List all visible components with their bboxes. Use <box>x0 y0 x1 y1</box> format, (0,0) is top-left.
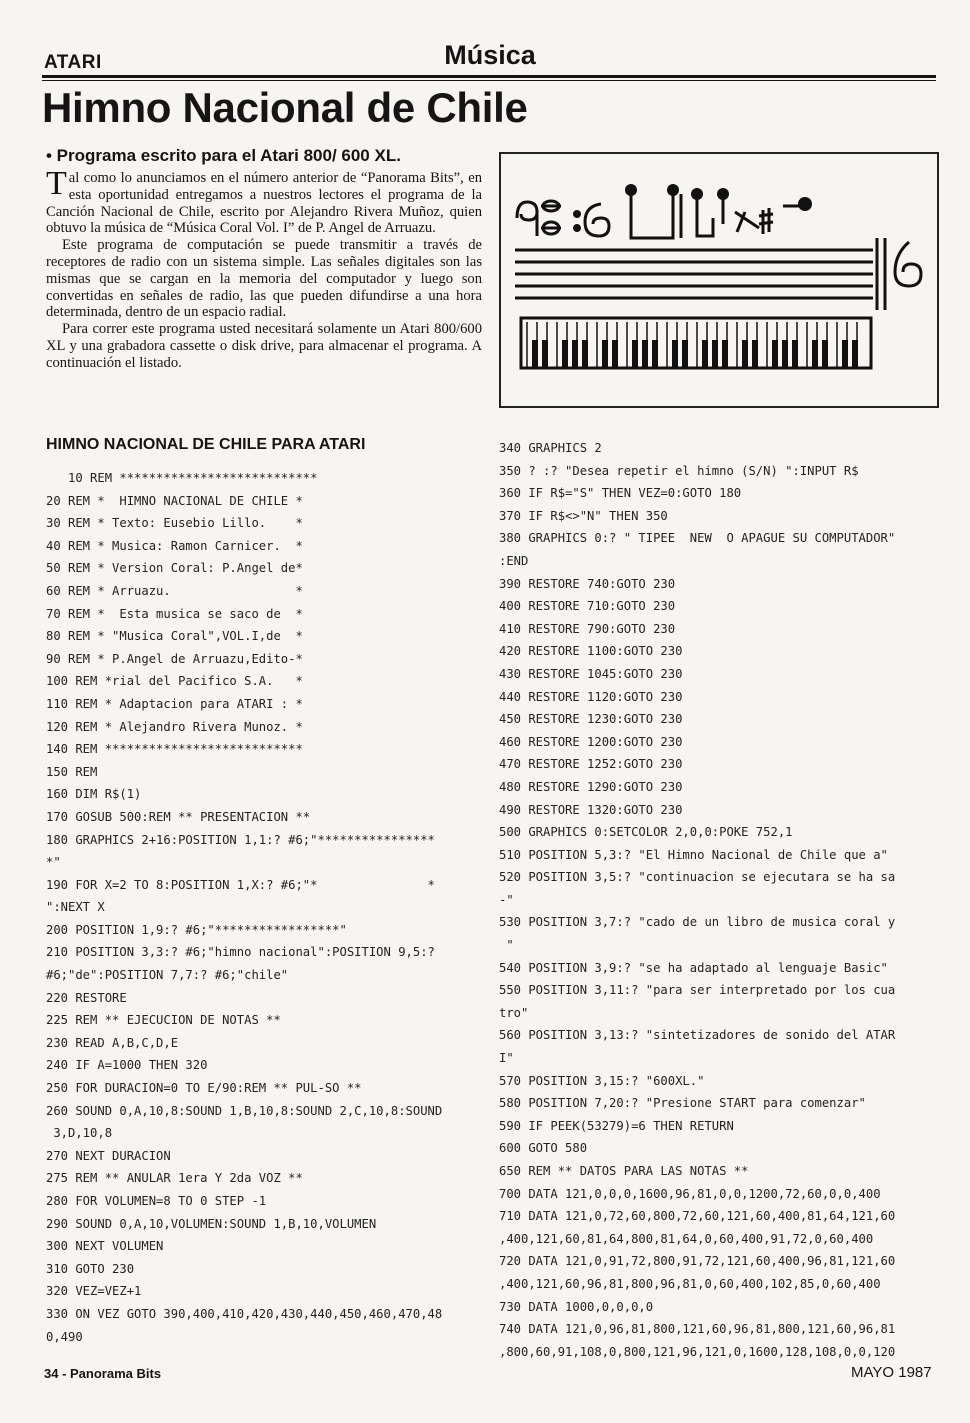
code-line: 730 DATA 1000,0,0,0,0 <box>499 1299 654 1314</box>
code-line: 650 REM ** DATOS PARA LAS NOTAS ** <box>499 1164 749 1178</box>
code-line: ":NEXT X <box>46 900 105 915</box>
category-heading: Música <box>444 40 536 70</box>
code-line: 20 REM * HIMNO NACIONAL DE CHILE * <box>46 493 303 508</box>
code-line: 320 VEZ=VEZ+1 <box>46 1284 142 1299</box>
code-line: I" <box>499 1051 514 1066</box>
code-line: 590 IF PEEK(53279)=6 THEN RETURN <box>499 1118 734 1133</box>
code-line: " <box>499 938 514 953</box>
code-line: 230 READ A,B,C,D,E <box>46 1035 179 1050</box>
code-line: 550 POSITION 3,11:? "para ser interpretado por los cua <box>499 983 896 998</box>
code-line: 0,490 <box>46 1329 83 1344</box>
code-line: 280 FOR VOLUMEN=8 TO 0 STEP -1 <box>46 1194 267 1208</box>
header-rule <box>42 75 936 78</box>
code-line: 330 ON VEZ GOTO 390,400,410,420,430,440,450,460,470,48 <box>46 1306 443 1321</box>
code-line: -" <box>499 892 514 907</box>
code-line: 310 GOTO 230 <box>46 1261 135 1276</box>
code-line: 430 RESTORE 1045:GOTO 230 <box>499 666 683 681</box>
code-line: tro" <box>499 1005 529 1020</box>
code-line: 530 POSITION 3,7:? "cado de un libro de musica coral y <box>499 915 896 930</box>
code-line: 510 POSITION 5,3:? "El Himno Nacional de Chile que a" <box>499 847 888 862</box>
code-line: 740 DATA 121,0,96,81,800,121,60,96,81,800,121,60,96,81 <box>499 1322 896 1337</box>
code-line: 260 SOUND 0,A,10,8:SOUND 1,B,10,8:SOUND 2,C,10,8:SOUND <box>46 1103 443 1118</box>
code-line: 110 REM * Adaptacion para ATARI : * <box>46 696 303 711</box>
code-line: 720 DATA 121,0,91,72,800,91,72,121,60,400,96,81,121,60 <box>499 1254 896 1269</box>
drop-cap: T <box>46 165 67 202</box>
section-label: ATARI <box>44 52 102 73</box>
code-line: ,800,60,91,108,0,800,121,96,121,0,1600,128,108,0,0,120 <box>499 1344 896 1359</box>
code-line: 380 GRAPHICS 0:? " TIPEE NEW O APAGUE SU COMPUTADOR" <box>499 531 896 546</box>
code-line: 275 REM ** ANULAR 1era Y 2da VOZ ** <box>46 1171 303 1186</box>
code-line: 250 FOR DURACION=0 TO E/90:REM ** PUL-SO ** <box>46 1081 362 1096</box>
code-line: ,400,121,60,96,81,800,96,81,0,60,400,102,85,0,60,400 <box>499 1276 881 1291</box>
paragraph-1: Tal como lo anunciamos en el número anterior de “Panorama Bits”, en esta oportunidad entregamos a nuestros lectores el programa de la Canción Nacional de Chile, escrito por Alejandro Rivera Muñoz, quien obtuvo la música de “Música Coral Vol. I” de P. Angel de Arruazu. <box>46 165 482 237</box>
code-line: 10 REM *************************** <box>46 471 318 485</box>
code-line: *" <box>46 855 61 870</box>
header-rule-thin <box>42 80 936 81</box>
code-line: 350 ? :? "Desea repetir el himno (S/N) ":INPUT R$ <box>499 463 859 478</box>
code-line: 540 POSITION 3,9:? "se ha adaptado al lenguaje Basic" <box>499 960 888 975</box>
code-line: 300 NEXT VOLUMEN <box>46 1239 164 1254</box>
code-line: 400 RESTORE 710:GOTO 230 <box>499 599 676 614</box>
code-line: 570 POSITION 3,15:? "600XL." <box>499 1073 705 1088</box>
code-line: 270 NEXT DURACION <box>46 1148 171 1163</box>
code-line: 150 REM <box>46 764 98 779</box>
page-footer-left: 34 - Panorama Bits <box>44 1366 162 1381</box>
code-line: 50 REM * Version Coral: P.Angel de* <box>46 561 303 576</box>
code-line: 240 IF A=1000 THEN 320 <box>46 1058 208 1073</box>
code-line: 70 REM * Esta musica se saco de * <box>46 606 303 621</box>
code-line: 490 RESTORE 1320:GOTO 230 <box>499 802 683 817</box>
code-line: 190 FOR X=2 TO 8:POSITION 1,X:? #6;"* * <box>46 877 435 892</box>
code-line: 410 RESTORE 790:GOTO 230 <box>499 621 676 636</box>
code-line: 200 POSITION 1,9:? #6;"*****************" <box>46 922 347 937</box>
code-line: 170 GOSUB 500:REM ** PRESENTACION ** <box>46 809 311 824</box>
page-footer-right: MAYO 1987 <box>851 1364 932 1381</box>
paragraph-2: Este programa de computación se puede transmitir a través de receptores de radio con un sistema simple. Las señales digitales son las mismas que se cargan en la memoria del computador y luego son convertidas en señales de radio, las que pueden difundirse a una hora determinada, dentro de un espacio radial. <box>46 237 482 321</box>
code-line: 290 SOUND 0,A,10,VOLUMEN:SOUND 1,B,10,VOLUMEN <box>46 1216 377 1231</box>
code-line: 450 RESTORE 1230:GOTO 230 <box>499 712 683 727</box>
code-line: 470 RESTORE 1252:GOTO 230 <box>499 757 683 772</box>
code-line: 210 POSITION 3,3:? #6;"himno nacional":POSITION 9,5:? <box>46 945 435 960</box>
article-title: Himno Nacional de Chile <box>42 84 528 131</box>
code-line: 420 RESTORE 1100:GOTO 230 <box>499 644 683 659</box>
code-line: 80 REM * "Musica Coral",VOL.I,de * <box>46 629 303 644</box>
code-line: 180 GRAPHICS 2+16:POSITION 1,1:? #6;"**************** <box>46 832 435 847</box>
code-line: 360 IF R$="S" THEN VEZ=0:GOTO 180 <box>499 486 742 501</box>
code-line: 120 REM * Alejandro Rivera Munoz. * <box>46 719 303 734</box>
code-line: 90 REM * P.Angel de Arruazu,Edito-* <box>46 651 303 666</box>
code-line: ,400,121,60,81,64,800,81,64,0,60,400,91,72,0,60,400 <box>499 1231 874 1246</box>
listing-title: HIMNO NACIONAL DE CHILE PARA ATARI <box>46 436 366 453</box>
code-line: 710 DATA 121,0,72,60,800,72,60,121,60,400,81,64,121,60 <box>499 1209 896 1224</box>
code-line: 60 REM * Arruazu. * <box>46 583 303 598</box>
code-line: 30 REM * Texto: Eusebio Lillo. * <box>46 516 303 531</box>
code-line: :END <box>499 553 529 568</box>
code-line: 3,D,10,8 <box>46 1126 113 1141</box>
code-line: 340 GRAPHICS 2 <box>499 441 602 455</box>
code-line: 560 POSITION 3,13:? "sintetizadores de sonido del ATAR <box>499 1028 896 1043</box>
article-subtitle: • Programa escrito para el Atari 800/ 600 XL. <box>46 146 401 165</box>
code-line: 520 POSITION 3,5:? "continuacion se ejecutara se ha sa <box>499 870 896 885</box>
code-line: 100 REM *rial del Pacifico S.A. * <box>46 674 303 689</box>
code-line: 220 RESTORE <box>46 990 127 1005</box>
music-illustration <box>499 152 939 408</box>
code-line: 390 RESTORE 740:GOTO 230 <box>499 576 676 591</box>
code-line: 140 REM *************************** <box>46 742 303 757</box>
code-listing-left <box>46 467 482 1348</box>
article-body <box>46 165 482 372</box>
paragraph-3: Para correr este programa usted necesitará solamente un Atari 800/600 XL y una grabadora cassette o disk drive, para almacenar el programa. A continuación el listado. <box>46 321 482 371</box>
code-line: 225 REM ** EJECUCION DE NOTAS ** <box>46 1013 281 1028</box>
code-line: 580 POSITION 7,20:? "Presione START para comenzar" <box>499 1096 866 1111</box>
code-line: 600 GOTO 580 <box>499 1141 588 1156</box>
code-line: 460 RESTORE 1200:GOTO 230 <box>499 734 683 749</box>
code-line: 370 IF R$<>"N" THEN 350 <box>499 508 668 523</box>
code-listing-right <box>499 437 939 1363</box>
code-line: #6;"de":POSITION 7,7:? #6;"chile" <box>46 968 289 983</box>
code-line: 440 RESTORE 1120:GOTO 230 <box>499 689 683 704</box>
code-line: 480 RESTORE 1290:GOTO 230 <box>499 779 683 794</box>
code-line: 160 DIM R$(1) <box>46 787 142 802</box>
code-line: 700 DATA 121,0,0,0,1600,96,81,0,0,1200,72,60,0,0,400 <box>499 1186 881 1201</box>
music-notes-keyboard-drawing <box>501 154 937 406</box>
code-line: 40 REM * Musica: Ramon Carnicer. * <box>46 538 303 553</box>
code-line: 500 GRAPHICS 0:SETCOLOR 2,0,0:POKE 752,1 <box>499 825 793 840</box>
